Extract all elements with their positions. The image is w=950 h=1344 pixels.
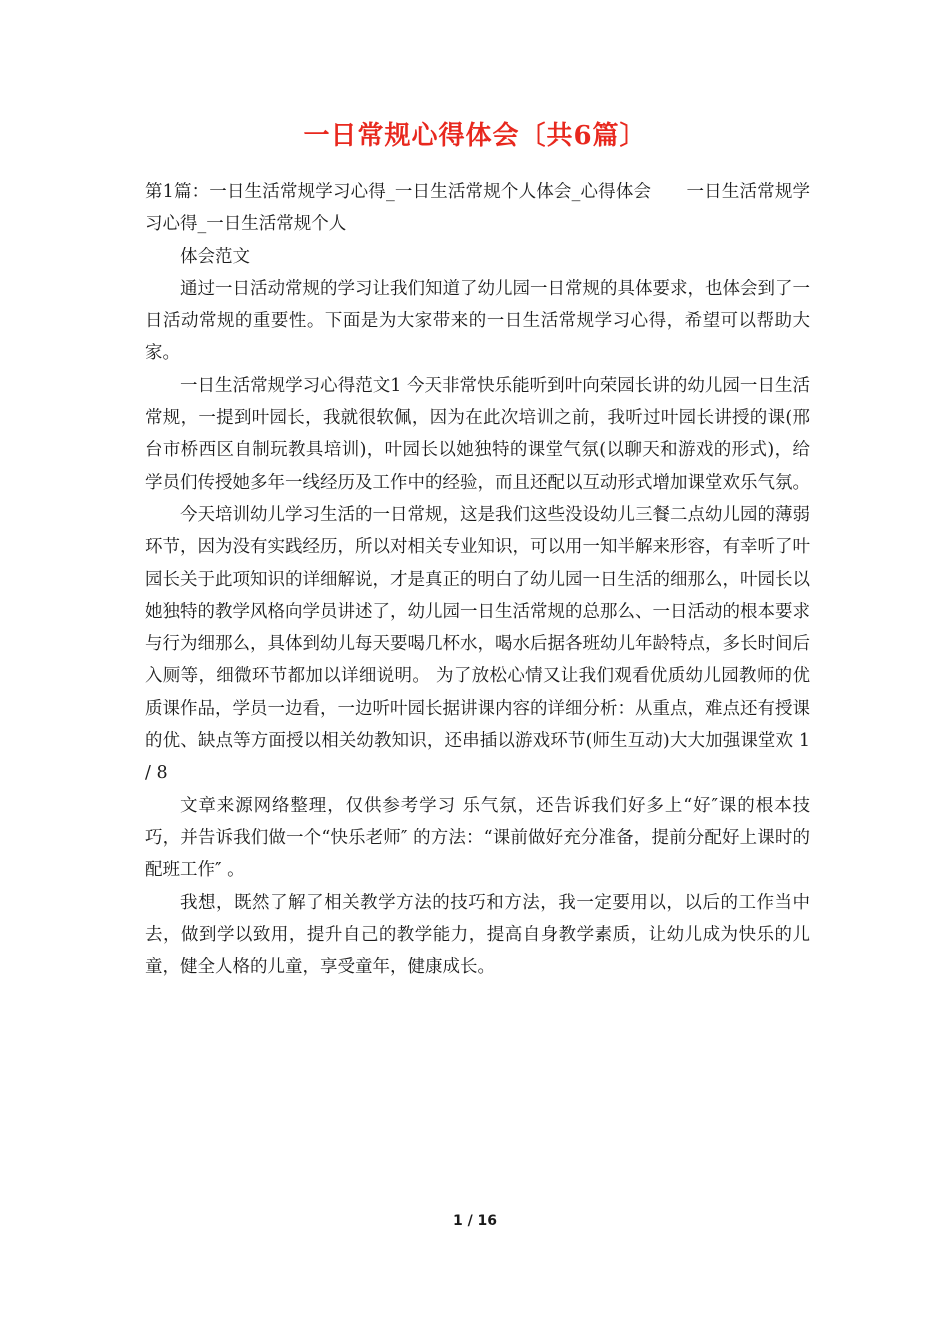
paragraph-intro: 通过一日活动常规的学习让我们知道了幼儿园一日常规的具体要求，也体会到了一日活动常规的重要性。下面是为大家带来的一日生活常规学习心得，希望可以帮助大家。 [145,278,810,364]
paragraph-heading: 第1篇：一日生活常规学习心得_一日生活常规个人体会_心得体会 一日生活常规学习心得_一日生活常规个人 [145,182,810,235]
paragraph-source-note: 文章来源网络整理，仅供参考学习 乐气氛，还告诉我们好多上“好″课的根本技巧，并告诉我们做一个“快乐老师″ 的方法：“课前做好充分准备，提前分配好上课时的配班工作″ 。 [145,795,810,881]
paragraph-sample-1: 一日生活常规学习心得范文1 今天非常快乐能听到叶向荣园长讲的幼儿园一日生活常规，一提到叶园长，我就很软佩，因为在此次培训之前，我听过叶园长讲授的课(邢台市桥西区自制玩教具培训)，叶园长以她独特的课堂气氛(以聊天和游戏的形式)，给学员们传授她多年一线经历及工作中的经验，而且还配以互动形式增加课堂欢乐气氛。 [145,375,810,493]
paragraph-conclusion: 我想，既然了解了相关教学方法的技巧和方法，我一定要用以，以后的工作当中去，做到学以致用，提升自己的教学能力，提高自身教学素质，让幼儿成为快乐的儿童，健全人格的儿童，享受童年，健康成长。 [145,892,810,978]
page-number: 1 / 16 [452,1213,498,1229]
document-title: 一日常规心得体会〔共6篇〕 [303,121,647,151]
document-body [145,176,810,983]
paragraph-training: 今天培训幼儿学习生活的一日常规，这是我们这些没设幼儿三餐二点幼儿园的薄弱环节，因为没有实践经历，所以对相关专业知识，可以用一知半解来形容，有幸听了叶园长关于此项知识的详细解说，才是真正的明白了幼儿园一日生活的细那么，叶园长以她独特的教学风格向学员讲述了，幼儿园一日生活常规的总那么、一日活动的根本要求与行为细那么，具体到幼儿每天要喝几杯水，喝水后据各班幼儿年龄特点，多长时间后入厕等，细微环节都加以详细说明。 为了放松心情又让我们观看优质幼儿园教师的优质课作品，学员一边看，一边听叶园长据讲课内容的详细分析：从重点，难点还有授课的优、缺点等方面授以相关幼教知识，还串插以游戏环节(师生互动)大大加强课堂欢 1 / 8 [145,504,810,784]
paragraph-subheading: 体会范文 [180,246,250,267]
